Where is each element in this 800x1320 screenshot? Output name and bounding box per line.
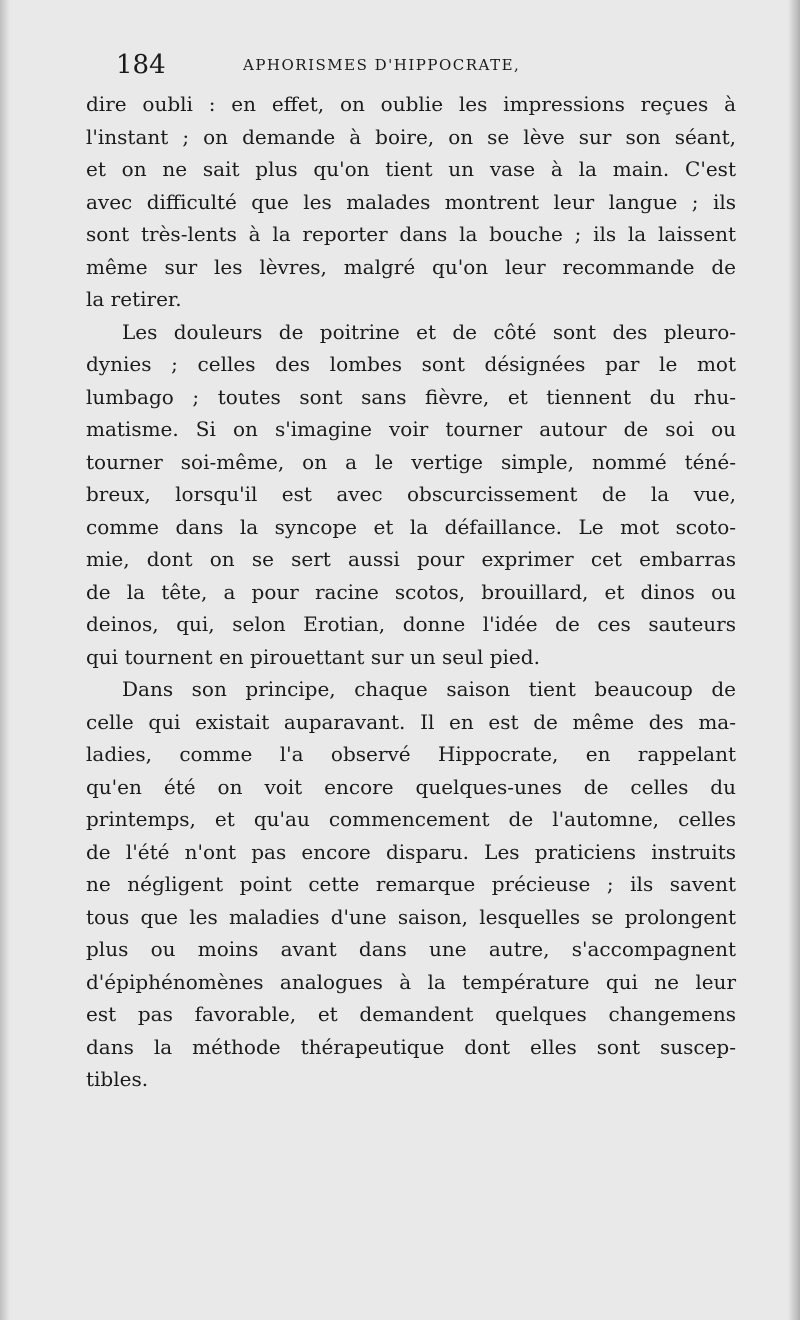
text-line: d'épiphénomènes analogues à la température qui ne leur bbox=[86, 969, 736, 994]
text-line: comme dans la syncope et la défaillance. Le mot scoto- bbox=[86, 514, 736, 539]
text-line: tibles. bbox=[86, 1067, 149, 1091]
body-text bbox=[86, 88, 736, 1096]
text-line: même sur les lèvres, malgré qu'on leur recommande de bbox=[86, 254, 736, 279]
text-line: mie, dont on se sert aussi pour exprimer cet embarras bbox=[86, 547, 736, 571]
text-line: de la tête, a pour racine scotos, brouillard, et dinos ou bbox=[86, 579, 736, 604]
text-line: matisme. Si on s'imagine voir tourner autour de soi ou bbox=[86, 417, 736, 441]
text-line: est pas favorable, et demandent quelques changemens bbox=[86, 1002, 736, 1026]
text-line: dynies ; celles des lombes sont désignées par le mot bbox=[86, 352, 736, 376]
text-line: Les douleurs de poitrine et de côté sont des pleuro- bbox=[122, 319, 736, 344]
text-line: breux, lorsqu'il est avec obscurcissement de la vue, bbox=[86, 482, 736, 506]
text-line: celle qui existait auparavant. Il en est de même des ma- bbox=[86, 709, 736, 734]
text-line: printemps, et qu'au commencement de l'automne, celles bbox=[86, 807, 736, 831]
text-line: tous que les maladies d'une saison, lesquelles se prolongent bbox=[86, 904, 736, 929]
text-line: deinos, qui, selon Erotian, donne l'idée de ces sauteurs bbox=[86, 612, 736, 636]
text-line: l'instant ; on demande à boire, on se lève sur son séant, bbox=[86, 124, 736, 149]
text-line: sont très-lents à la reporter dans la bouche ; ils la laissent bbox=[86, 222, 736, 246]
text-line: qu'en été on voit encore quelques-unes de celles du bbox=[86, 774, 736, 799]
text-line: dire oubli : en effet, on oublie les impressions reçues à bbox=[86, 92, 736, 116]
text-line: ladies, comme l'a observé Hippocrate, en rappelant bbox=[86, 742, 736, 766]
page-header bbox=[86, 50, 726, 90]
text-line: plus ou moins avant dans une autre, s'accompagnent bbox=[86, 937, 736, 961]
running-title: APHORISMES D'HIPPOCRATE, bbox=[243, 56, 521, 74]
text-line: la retirer. bbox=[86, 287, 182, 311]
text-line: et on ne sait plus qu'on tient un vase à la main. C'est bbox=[86, 157, 736, 181]
text-line: ne négligent point cette remarque précieuse ; ils savent bbox=[86, 872, 736, 896]
text-line: de l'été n'ont pas encore disparu. Les praticiens instruits bbox=[86, 839, 736, 864]
page-number: 184 bbox=[116, 50, 166, 80]
text-line: tourner soi-même, on a le vertige simple, nommé téné- bbox=[86, 449, 736, 474]
text-line: lumbago ; toutes sont sans fièvre, et tiennent du rhu- bbox=[86, 384, 736, 409]
text-line: qui tournent en pirouettant sur un seul pied. bbox=[86, 644, 540, 669]
text-line: dans la méthode thérapeutique dont elles sont suscep- bbox=[86, 1034, 736, 1059]
text-line: avec difficulté que les malades montrent leur langue ; ils bbox=[86, 189, 736, 214]
page-edge-shadow-right bbox=[788, 0, 800, 1320]
page-edge-shadow-left bbox=[0, 0, 10, 1320]
text-line: Dans son principe, chaque saison tient beaucoup de bbox=[122, 677, 736, 701]
